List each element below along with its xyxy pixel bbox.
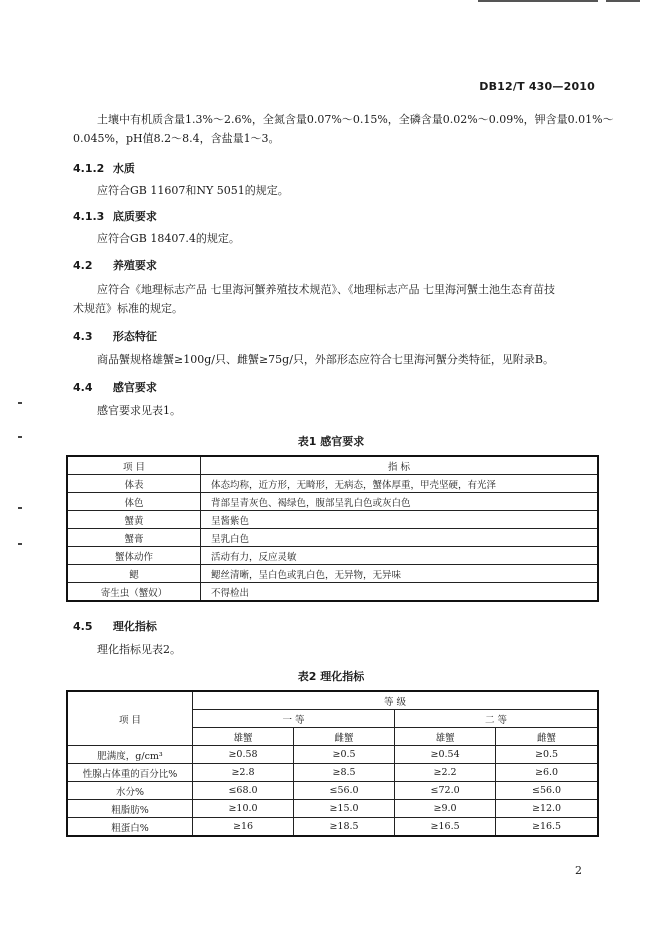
criteria-cell: 呈乳白色 <box>201 529 599 547</box>
item-header: 项 目 <box>67 691 193 746</box>
table-header-row <box>67 691 598 710</box>
physicochemical-table <box>66 690 599 837</box>
item-cell: 鳃 <box>67 565 201 583</box>
value-cell: ≤56.0 <box>496 782 598 800</box>
criteria-cell: 背部呈青灰色、褐绿色，腹部呈乳白色或灰白色 <box>201 493 599 511</box>
column-header: 项 目 <box>67 456 201 475</box>
grade-first-header: 一 等 <box>193 710 395 728</box>
value-cell: ≥16 <box>193 818 294 837</box>
column-header: 指 标 <box>201 456 599 475</box>
margin-mark <box>18 507 22 509</box>
value-cell: ≥2.2 <box>395 764 496 782</box>
value-cell: ≥9.0 <box>395 800 496 818</box>
section-body: 应符合GB 11607和NY 5051的规定。 <box>97 184 289 197</box>
section-number: 4.1.2 <box>73 162 105 175</box>
section-title: 理化指标 <box>112 620 157 633</box>
section-heading <box>73 379 157 395</box>
margin-mark <box>18 543 22 545</box>
table-row <box>67 583 598 602</box>
value-cell: ≥8.5 <box>294 764 395 782</box>
item-cell: 体色 <box>67 493 201 511</box>
criteria-cell: 不得检出 <box>201 583 599 602</box>
value-cell: ≥2.8 <box>193 764 294 782</box>
section-title: 水质 <box>112 162 135 175</box>
row-label: 粗脂肪% <box>67 800 193 818</box>
section-number: 4.3 <box>73 330 93 343</box>
value-cell: ≥6.0 <box>496 764 598 782</box>
margin-mark <box>18 402 22 404</box>
soil-paragraph-line2: 0.045%，pH值8.2～8.4，含盐量1～3。 <box>73 132 280 145</box>
item-cell: 寄生虫（蟹奴） <box>67 583 201 602</box>
section-body: 感官要求见表1。 <box>97 404 181 417</box>
table-row <box>67 782 598 800</box>
criteria-cell: 体态均称，近方形，无畸形，无病态，蟹体厚重，甲壳坚硬，有光泽 <box>201 475 599 493</box>
section-body: 商品蟹规格雄蟹≥100g/只、雌蟹≥75g/只，外部形态应符合七里海河蟹分类特征，见附录B。 <box>97 353 555 366</box>
criteria-cell: 活动有力，反应灵敏 <box>201 547 599 565</box>
section-heading <box>73 618 157 634</box>
section-body: 应符合《地理标志产品 七里海河蟹养殖技术规范》、《地理标志产品 七里海河蟹土池生态育苗技 <box>97 283 555 296</box>
criteria-cell: 呈酱紫色 <box>201 511 599 529</box>
item-cell: 蟹体动作 <box>67 547 201 565</box>
table1-caption: 表1 感官要求 <box>297 435 365 448</box>
section-heading <box>73 328 157 344</box>
sex-header: 雌蟹 <box>294 728 395 746</box>
value-cell: ≥10.0 <box>193 800 294 818</box>
value-cell: ≥0.5 <box>294 746 395 764</box>
document-code: DB12/T 430—2010 <box>479 80 595 93</box>
section-heading <box>73 208 157 224</box>
row-label: 粗蛋白% <box>67 818 193 837</box>
value-cell: ≥16.5 <box>496 818 598 837</box>
sensory-table <box>66 455 599 602</box>
item-cell: 体表 <box>67 475 201 493</box>
table-row <box>67 547 598 565</box>
value-cell: ≤68.0 <box>193 782 294 800</box>
section-body: 理化指标见表2。 <box>97 643 181 656</box>
sex-header: 雌蟹 <box>496 728 598 746</box>
section-body-cont: 术规范》标准的规定。 <box>73 302 183 315</box>
table-row <box>67 475 598 493</box>
section-number: 4.4 <box>73 381 93 394</box>
value-cell: ≤56.0 <box>294 782 395 800</box>
table-header-row <box>67 456 598 475</box>
value-cell: ≥12.0 <box>496 800 598 818</box>
row-label: 水分% <box>67 782 193 800</box>
section-heading <box>73 257 157 273</box>
item-cell: 蟹黄 <box>67 511 201 529</box>
sex-header: 雄蟹 <box>193 728 294 746</box>
section-title: 感官要求 <box>112 381 157 394</box>
value-cell: ≥16.5 <box>395 818 496 837</box>
table-row <box>67 764 598 782</box>
value-cell: ≤72.0 <box>395 782 496 800</box>
sex-header: 雄蟹 <box>395 728 496 746</box>
table-row <box>67 511 598 529</box>
value-cell: ≥15.0 <box>294 800 395 818</box>
section-number: 4.5 <box>73 620 93 633</box>
value-cell: ≥18.5 <box>294 818 395 837</box>
value-cell: ≥0.58 <box>193 746 294 764</box>
section-title: 养殖要求 <box>112 259 157 272</box>
value-cell: ≥0.54 <box>395 746 496 764</box>
table-row <box>67 818 598 837</box>
section-number: 4.2 <box>73 259 93 272</box>
page-number: 2 <box>575 864 582 877</box>
section-body: 应符合GB 18407.4的规定。 <box>97 232 240 245</box>
item-cell: 蟹膏 <box>67 529 201 547</box>
section-heading <box>73 160 135 176</box>
table-row <box>67 565 598 583</box>
table-row <box>67 493 598 511</box>
table-row <box>67 746 598 764</box>
table-row <box>67 529 598 547</box>
row-label: 性腺占体重的百分比% <box>67 764 193 782</box>
section-number: 4.1.3 <box>73 210 105 223</box>
row-label: 肥满度，g/cm³ <box>67 746 193 764</box>
section-title: 形态特征 <box>112 330 157 343</box>
grade-header: 等 级 <box>193 691 599 710</box>
soil-paragraph-line1: 土壤中有机质含量1.3%～2.6%，全氮含量0.07%～0.15%，全磷含量0.02%～0.09%，钾含量0.01%～ <box>97 113 614 126</box>
table2-caption: 表2 理化指标 <box>297 670 365 683</box>
value-cell: ≥0.5 <box>496 746 598 764</box>
table-row <box>67 800 598 818</box>
criteria-cell: 鳃丝清晰，呈白色或乳白色，无异物，无异味 <box>201 565 599 583</box>
grade-second-header: 二 等 <box>395 710 598 728</box>
section-title: 底质要求 <box>112 210 157 223</box>
